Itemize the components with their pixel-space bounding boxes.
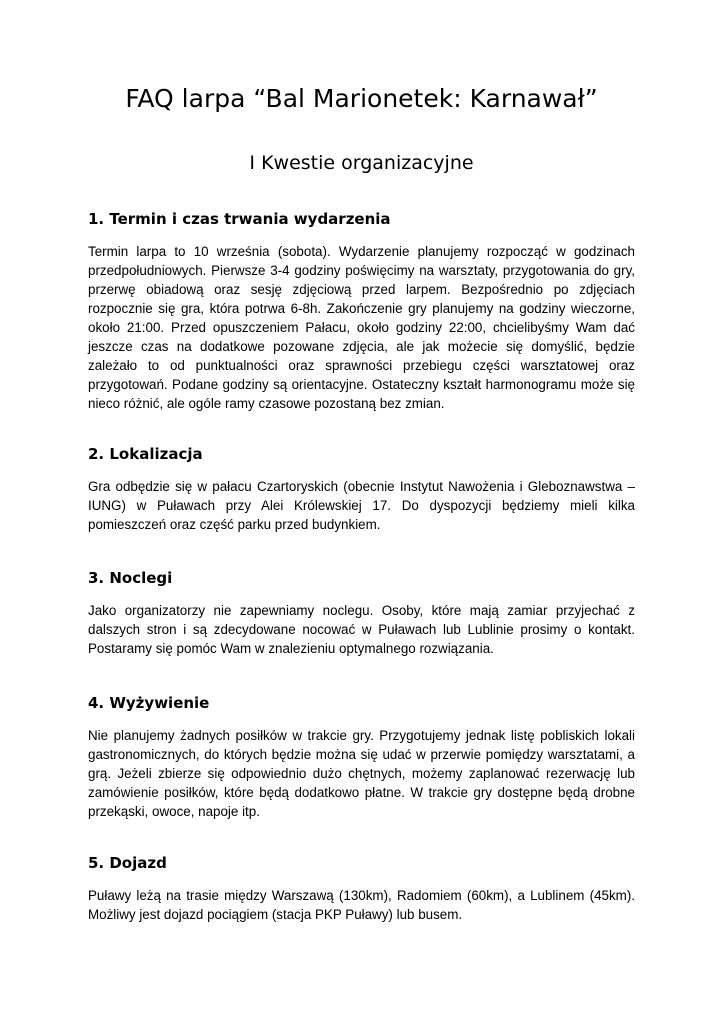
faq-item-wyzywienie: [88, 694, 635, 821]
faq-heading: 3. Noclegi: [88, 569, 173, 587]
faq-item-dojazd: [88, 854, 635, 924]
faq-heading: 4. Wyżywienie: [88, 694, 210, 712]
faq-item-noclegi: [88, 569, 635, 658]
faq-item-lokalizacja: [88, 445, 635, 534]
faq-text: Puławy leżą na trasie między Warszawą (130km), Radomiem (60km), a Lublinem (45km). Możliwy jest dojazd pociągiem (stacja PKP Puławy) lub busem.: [88, 888, 635, 922]
faq-item-termin: [88, 210, 635, 413]
faq-text: Gra odbędzie się w pałacu Czartoryskich (obecnie Instytut Nawożenia i Gleboznawstwa – IUNG) w Puławach przy Alei Królewskiej 17. Do dyspozycji będziemy mieli kilka pomieszczeń oraz część parku przed budynkiem.: [88, 479, 635, 532]
section-title: I Kwestie organizacyjne: [249, 152, 474, 174]
faq-heading: 5. Dojazd: [88, 854, 167, 872]
faq-heading: 2. Lokalizacja: [88, 445, 203, 463]
document-title: FAQ larpa “Bal Marionetek: Karnawał”: [125, 84, 598, 113]
faq-text: Jako organizatorzy nie zapewniamy noclegu. Osoby, które mają zamiar przyjechać z dalszych stron i są zdecydowane nocować w Puławach lub Lublinie prosimy o kontakt. Postaramy się pomóc Wam w znalezieniu optymalnego rozwiązania.: [88, 603, 635, 656]
faq-heading: 1. Termin i czas trwania wydarzenia: [88, 210, 391, 228]
faq-text: Termin larpa to 10 września (sobota). Wydarzenie planujemy rozpocząć w godzinach przedpołudniowych. Pierwsze 3-4 godziny poświęcimy na warsztaty, przygotowania do gry, przerwę obiadową oraz sesję zdjęciową przed larpem. Bezpośrednio po zdjęciach rozpocznie się gra, która potrwa 6-8h. Zakończenie gry planujemy na godziny wieczorne, około 21:00. Przed opuszczeniem Pałacu, około godziny 22:00, chcielibyśmy Wam dać jeszcze czas na dodatkowe pozowane zdjęcia, ale jak możecie się domyślić, będzie zależało to od punktualności oraz sprawności przebiegu części warsztatowej oraz przygotowań. Podane godziny są orientacyjne. Ostateczny kształt harmonogramu może się nieco różnić, ale ogóle ramy czasowe pozostaną bez zmian.: [88, 244, 635, 411]
faq-text: Nie planujemy żadnych posiłków w trakcie gry. Przygotujemy jednak listę pobliskich lokali gastronomicznych, do których będzie można się udać w przerwie pomiędzy warsztatami, a grą. Jeżeli zbierze się odpowiednio dużo chętnych, możemy zaplanować rezerwację lub zamówienie posiłków, które będą dodatkowo płatne. W trakcie gry dostępne będą drobne przekąski, owoce, napoje itp.: [88, 728, 635, 819]
